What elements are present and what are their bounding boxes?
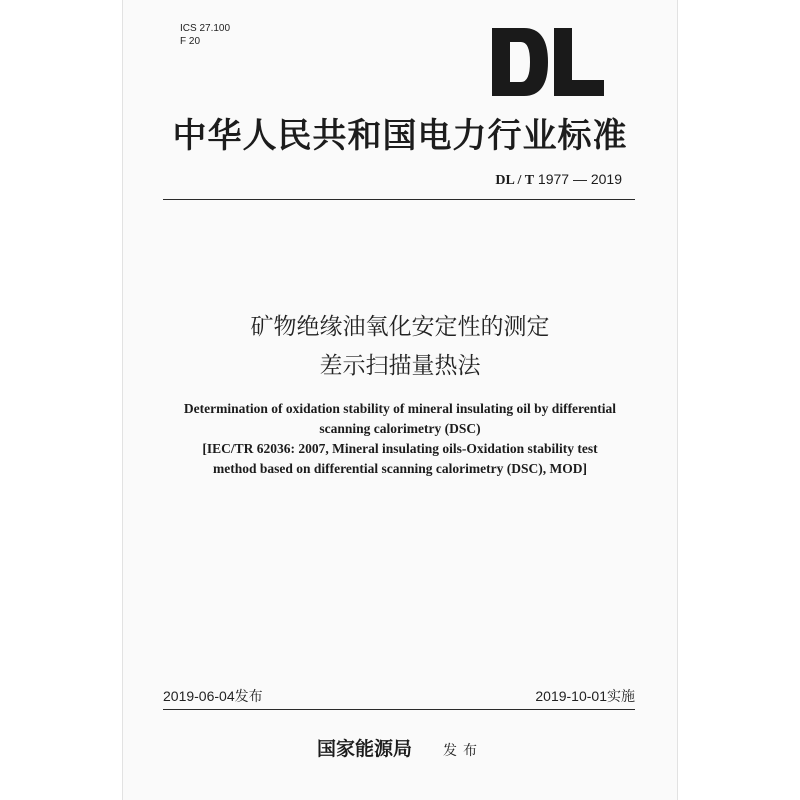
issue-date: 2019-06-04发布 xyxy=(163,688,263,704)
standard-code-prefix: DL / T xyxy=(495,173,535,188)
bottom-divider xyxy=(163,709,635,710)
cn-title-line-2: 差示扫描量热法 xyxy=(319,353,481,379)
cn-title-line-1: 矿物绝缘油氧化安定性的测定 xyxy=(250,314,550,340)
en-title-line: Determination of oxidation stability of mineral insulating oil by differential xyxy=(183,401,617,416)
logo-text: DL xyxy=(548,66,550,67)
en-title-line: [IEC/TR 62036: 2007, Mineral insulating oils-Oxidation stability test xyxy=(202,441,598,456)
top-divider xyxy=(163,199,635,200)
logo-letter-l xyxy=(554,28,604,96)
dl-logo xyxy=(488,26,608,98)
publisher xyxy=(150,734,650,761)
standard-code-number: 1977 — 2019 xyxy=(537,171,622,187)
logo-letter-d xyxy=(492,28,548,96)
publisher-org: 国家能源局 xyxy=(316,738,412,760)
en-title-line: scanning calorimetry (DSC) xyxy=(319,421,481,436)
standard-code xyxy=(495,171,622,189)
ccs-code: F 20 xyxy=(180,36,201,47)
effective-date: 2019-10-01实施 xyxy=(535,688,635,704)
publisher-verb: 发布 xyxy=(443,743,484,759)
industry-standard-title: 中华人民共和国电力行业标准 xyxy=(172,116,628,156)
english-title xyxy=(150,399,650,479)
ics-code: ICS 27.100 xyxy=(180,23,231,34)
en-title-line: method based on differential scanning calorimetry (DSC), MOD] xyxy=(213,461,587,476)
classification-codes xyxy=(180,22,230,48)
